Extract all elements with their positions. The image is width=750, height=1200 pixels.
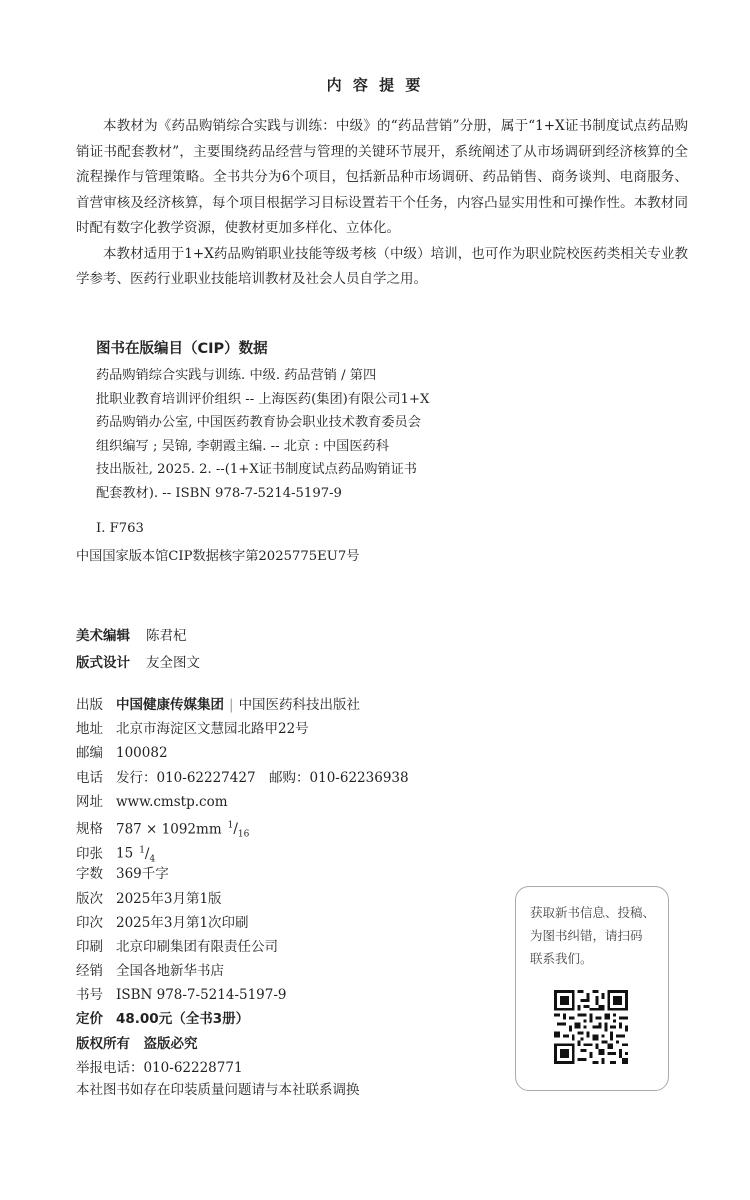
phone-value: 发行：010-62227427 邮购：010-62236938 [116, 769, 409, 786]
format-numerator: 1 [227, 820, 234, 831]
website-row [76, 790, 409, 814]
cip-class: Ⅰ. F763 [96, 521, 144, 536]
cip-line-5: 技出版社, 2025. 2. --(1+X证书制度试点药品购销证书 [96, 462, 417, 477]
publisher-row [76, 693, 409, 717]
row-label: 字数 [76, 866, 103, 883]
report-phone: 举报电话：010-62228771 [76, 1059, 243, 1076]
sheets-value: 15 [116, 845, 134, 862]
address-value: 北京市海淀区文慧园北路甲22号 [116, 721, 309, 738]
copyright-notice: 版权所有 盗版必究 [76, 1035, 198, 1052]
cip-line-6: 配套教材). -- ISBN 978-7-5214-5197-9 [96, 485, 342, 501]
words-row [76, 862, 409, 886]
format-row: 规格 787 × 1092mm $^1/_{16}$ [76, 814, 409, 838]
page-title: 内 容 提 要 [326, 76, 424, 94]
row-label: 书号 [76, 987, 103, 1004]
cip-record: 中国国家版本馆CIP数据核字第2025775EU7号 [76, 548, 360, 564]
credit-layout-design [76, 651, 200, 671]
row-label: 印张 [76, 845, 103, 862]
row-label: 定价 [76, 1011, 103, 1028]
cip-line-3: 药品购销办公室, 中国医药教育协会职业技术教育委员会 [96, 415, 421, 430]
row-label: 网址 [76, 793, 103, 810]
cip-line-1: 药品购销综合实践与训练. 中级. 药品营销 / 第四 [96, 368, 377, 383]
credit-label: 版式设计 [76, 655, 130, 671]
row-label: 出版 [76, 697, 103, 713]
credit-value: 友全图文 [146, 655, 200, 671]
publisher-group: 中国健康传媒集团 [116, 697, 224, 713]
address-row [76, 717, 409, 741]
row-label: 印刷 [76, 938, 103, 955]
qr-caption-line: 联系我们。 [530, 951, 593, 966]
price-value: 48.00元（全书3册） [116, 1011, 250, 1028]
cip-line-4: 组织编写 ; 吴锦, 李朝霞主编. -- 北京 : 中国医药科 [96, 438, 389, 454]
qr-card [515, 886, 669, 1091]
edition-value: 2025年3月第1版 [116, 890, 222, 907]
qr-caption-line: 获取新书信息、投稿、 [530, 905, 656, 920]
format-denominator: 16 [237, 830, 250, 841]
isbn-value: ISBN 978-7-5214-5197-9 [116, 987, 287, 1004]
row-label: 印次 [76, 914, 103, 931]
website-value: www.cmstp.com [116, 793, 228, 810]
row-label: 邮编 [76, 745, 103, 762]
summary [76, 114, 688, 293]
row-label: 规格 [76, 821, 103, 838]
credit-art-editor [76, 624, 187, 644]
row-label: 版次 [76, 890, 103, 907]
sheets-row: 印张 15 $^1/_4$ [76, 838, 409, 862]
distributor-value: 全国各地新华书店 [116, 963, 224, 980]
cip-heading: 图书在版编目（CIP）数据 [96, 341, 268, 357]
printer-value: 北京印刷集团有限责任公司 [116, 938, 278, 955]
format-value: 787 × 1092mm [116, 821, 222, 838]
printer-row [76, 935, 409, 959]
publisher-separator: | [229, 697, 234, 713]
printing-row [76, 911, 409, 935]
publisher-name: 中国医药科技出版社 [238, 697, 361, 713]
cip-block [76, 364, 430, 568]
words-value: 369千字 [116, 866, 169, 883]
credit-value: 陈君杞 [146, 628, 187, 644]
edition-row [76, 887, 409, 911]
row-label: 电话 [76, 769, 103, 786]
row-label: 经销 [76, 963, 103, 980]
zip-value: 100082 [116, 745, 168, 762]
summary-paragraph-2: 本教材适用于1+X药品购销职业技能等级考核（中级）培训，也可作为职业院校医药类相关专业教学参考、医药行业职业技能培训教材及社会人员自学之用。 [76, 245, 688, 287]
summary-paragraph-1: 本教材为《药品购销综合实践与训练：中级》的“药品营销”分册，属于“1+X证书制度试点药品购销证书配套教材”，主要围绕药品经营与管理的关键环节展开，系统阐述了从市场调研到经济核算的全流程操作与管理策略。全书共分为6个项目，包括新品种市场调研、药品销售、商务谈判、电商服务、首营审核及经济核算，每个项目根据学习目标设置若干个任务，内容凸显实用性和可操作性。本教材同时配有数字化教学资源，使教材更加多样化、立体化。 [76, 118, 688, 236]
cip-line-2: 批职业教育培训评价组织 -- 上海医药(集团)有限公司1+X [96, 391, 430, 407]
quality-notice: 本社图书如存在印装质量问题请与本社联系调换 [76, 1082, 360, 1098]
credit-label: 美术编辑 [76, 628, 130, 644]
row-label: 地址 [76, 721, 103, 738]
distributor-row [76, 959, 409, 983]
publication-info [76, 693, 409, 1100]
sheets-denominator: 4 [149, 854, 156, 865]
qr-code-icon[interactable] [554, 990, 628, 1064]
qr-caption [530, 901, 658, 970]
qr-caption-line: 为图书纠错，请扫码 [530, 928, 643, 943]
sheets-numerator: 1 [139, 845, 145, 856]
isbn-row [76, 983, 409, 1007]
zip-row [76, 741, 409, 765]
printing-value: 2025年3月第1次印刷 [116, 914, 249, 931]
price-row [76, 1007, 409, 1031]
phone-row [76, 766, 409, 790]
